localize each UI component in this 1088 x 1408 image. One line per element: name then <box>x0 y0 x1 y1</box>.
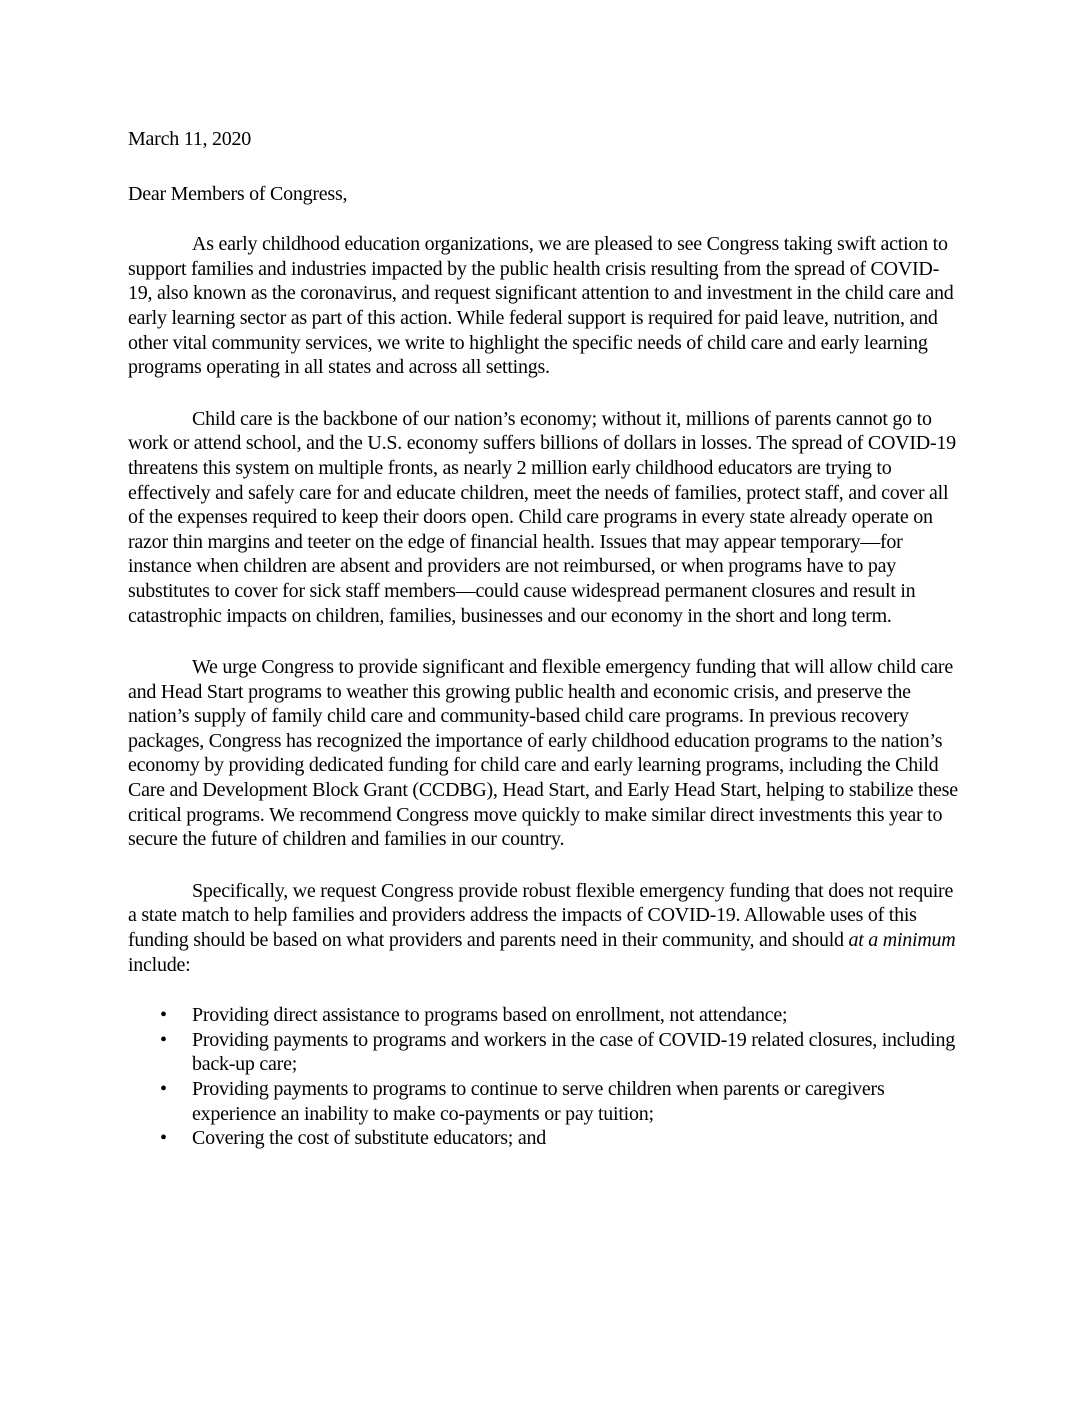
funding-uses-list <box>128 1003 958 1151</box>
list-item-text: Providing payments to programs and workers in the case of COVID-19 related closures, including back-up care; <box>192 1028 955 1076</box>
paragraph-child-care-backbone: Child care is the backbone of our nation’s economy; without it, millions of parents cannot go to work or attend school, and the U.S. economy suffers billions of dollars in losses. The spread of COVID-19 threatens this system on multiple fronts, as nearly 2 million early childhood educators are trying to effectively and safely care for and educate children, meet the needs of families, protect staff, and cover all of the expenses required to keep their doors open. Child care programs in every state already operate on razor thin margins and teeter on the edge of financial health. Issues that may appear temporary—for instance when children are absent and providers are not reimbursed, or when programs have to pay substitutes to cover for sick staff members—could cause widespread permanent closures and result in catastrophic impacts on children, families, businesses and our economy in the short and long term. <box>128 407 956 627</box>
list-item <box>128 1126 958 1151</box>
list-item-text: Providing payments to programs to continue to serve children when parents or caregivers experience an inability to make co-payments or pay tuition; <box>192 1078 885 1125</box>
request-text-end: include: <box>128 953 191 976</box>
request-text-emphasis: at a minimum <box>848 929 956 952</box>
list-item-text: Providing direct assistance to programs based on enrollment, not attendance; <box>192 1004 788 1027</box>
request-text-start: Specifically, we request Congress provide robust flexible emergency funding that does not require a state match to help families and providers address the impacts of COVID-19. Allowable uses of this funding should be based on what providers and parents need in their community, and should <box>128 879 954 952</box>
letter-page <box>128 127 958 1151</box>
bullet-icon: • <box>160 1078 167 1100</box>
paragraph-urge-congress: We urge Congress to provide significant and flexible emergency funding that will allow child care and Head Start programs to weather this growing public health and economic crisis, and preserve the nation’s supply of family child care and community-based child care programs. In previous recovery packages, Congress has recognized the importance of early childhood education programs to the nation’s economy by providing dedicated funding for child care and early learning programs, including the Child Care and Development Block Grant (CCDBG), Head Start, and Early Head Start, helping to stabilize these critical programs. We recommend Congress move quickly to make similar direct investments this year to secure the future of children and families in our country. <box>128 656 958 851</box>
list-item <box>128 1077 958 1126</box>
list-item <box>128 1028 958 1077</box>
list-item-text: Covering the cost of substitute educators; and <box>192 1127 546 1150</box>
bullet-icon: • <box>160 1127 167 1150</box>
paragraph-specific-request <box>128 879 958 977</box>
list-item <box>128 1003 958 1028</box>
bullet-icon: • <box>160 1004 167 1027</box>
paragraph-intro: As early childhood education organizations, we are pleased to see Congress taking swift action to support families and industries impacted by the public health crisis resulting from the spread of COVID-19, also known as the coronavirus, and request significant attention to and investment in the child care and early learning sector as part of this action. While federal support is required for paid leave, nutrition, and other vital community services, we write to highlight the specific needs of child care and early learning programs operating in all states and across all settings. <box>128 233 954 379</box>
letter-date: March 11, 2020 <box>128 128 251 150</box>
bullet-icon: • <box>160 1028 167 1051</box>
letter-salutation: Dear Members of Congress, <box>128 182 348 205</box>
